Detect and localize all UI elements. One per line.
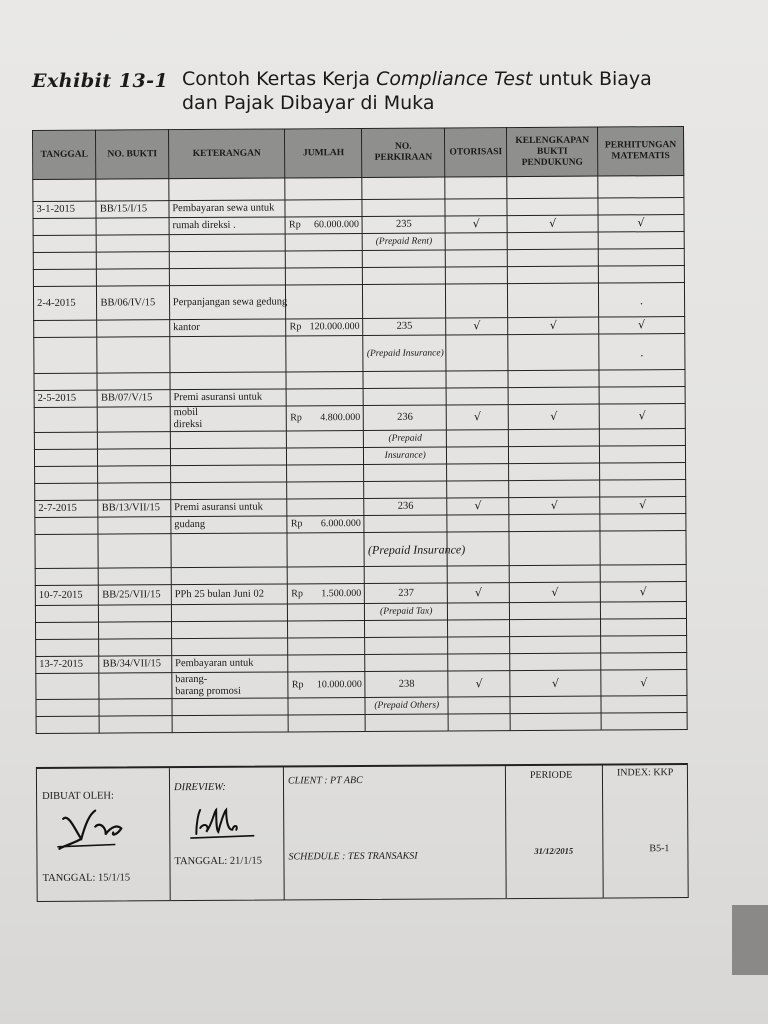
entry-account: 238 [365,671,448,698]
entry-account-name: Insurance) [364,447,447,465]
client-box [284,766,507,899]
entry-account-name: (Prepaid [364,430,447,448]
entry-amount: 4.800.000 [320,412,361,424]
entry-account-name: (Prepaid Rent) [363,233,446,251]
entry-ref: BB/07/V/15 [97,390,170,407]
col-header-tanggal: TANGGAL [33,130,97,179]
entry-date: 10-7-2015 [35,585,99,605]
entry-ref: BB/25/VII/15 [99,585,172,605]
entry-account: 235 [362,216,445,234]
table-row: gudang Rp 6.000.000 [35,514,686,535]
table-row: kantor Rp 120.000.000 235 √ √ √ [34,317,685,338]
table-row: 2-7-2015 BB/13/VII/15 Premi asuransi untuk 236 √ √ √ [35,497,686,518]
entry-ref: BB/15/I/15 [96,201,169,218]
table-header-row [33,127,684,180]
reviewed-date: TANGGAL: 21/1/15 [174,855,263,868]
col-header-keterangan: KETERANGAN [168,129,285,179]
entry-amount: 6.000.000 [320,517,361,530]
entry-account: 236 [364,498,447,516]
compliance-test-table: TANGGAL NO. BUKTI KETERANGAN JUMLAH NO. PERKIRAAN OTORISASI KELENGKAPAN BUKTI PENDUKUNG PERHITUNGAN MATEMATIS 3-1-2015 BB/15/I/15 Pembayaran sewa untuk rumah direksi . Rp 60.000.000 235 √ √ √ (Prepaid Rent) 2-4-2015 BB/06/IV/15 Perpanjangan sewa gedung . kantor Rp 120.000.000 235 √ √ √ (Prepaid Insurance) . 2-5-2015 BB/07/V/15 Premi asuransi untuk mobil direksi Rp 4.800.000 236 √ √ √ (Prepaid Insurance) 2-7-2015 BB/13/VII/15 Premi asuransi untuk 236 √ √ √ gudang Rp 6.000.000 (Prepaid Insurance) 10-7-2015 BB/25/VII/15 PPh 25 bulan Juni 02 Rp 1.500.000 237 √ √ √ (Prepaid Tax) 13-7-2015 BB/34/VII/15 Pembayaran untuk barang- barang promosi Rp 10.000.000 238 √ √ √ (Prepaid Others) [32,126,688,734]
entry-ref: BB/34/VII/15 [99,656,172,673]
period-value: 31/12/2015 [534,845,574,856]
prepared-by-box [37,768,171,901]
entry-date: 2-4-2015 [33,286,97,320]
check-matematis: √ [598,215,684,233]
index-box [603,765,690,898]
entry-date: 2-7-2015 [35,500,98,517]
entry-desc: Perpanjangan sewa gedung [169,285,286,320]
exhibit-title-line-1: Contoh Kertas Kerja Compliance Test untuk Biaya [182,68,652,90]
entry-account-name: (Prepaid Others) [365,697,448,715]
col-header-no-bukti: NO. BUKTI [96,130,169,179]
sign-off-block [36,763,689,902]
entry-account-name: (Prepaid Tax) [365,603,448,621]
check-bukti: √ [507,215,598,233]
entry-date: 2-5-2015 [34,390,97,407]
entry-desc: direksi [173,418,203,431]
col-header-perhitungan: PERHITUNGAN MATEMATIS [597,127,683,177]
check-otorisasi: √ [445,216,507,233]
client-label: CLIENT : PT ABC [287,774,363,787]
entry-date: 3-1-2015 [33,201,96,218]
entry-desc: Premi asuransi untuk [170,389,287,407]
entry-ref: BB/13/VII/15 [98,500,171,517]
entry-desc: gudang [171,516,288,534]
entry-amount: 1.500.000 [321,587,362,599]
table-row: 2-4-2015 BB/06/IV/15 Perpanjangan sewa gedung . [33,283,684,321]
entry-desc: PPh 25 bulan Juni 02 [171,584,288,605]
reviewer-signature-icon [186,804,268,849]
entry-desc: barang promosi [175,685,241,697]
entry-account: 236 [364,405,447,431]
entry-account-name: (Prepaid Insurance) [363,335,446,372]
index-value: B5-1 [649,843,670,855]
table-row: mobil direksi Rp 4.800.000 236 √ √ √ [34,404,685,433]
prepared-by-label: DIBUAT OLEH: [42,790,114,802]
exhibit-title-line-2: dan Pajak Dibayar di Muka [182,92,435,114]
entry-desc: rumah direksi . [169,217,286,235]
entry-account: 237 [365,583,448,604]
entry-desc: Premi asuransi untuk [171,499,288,517]
prepared-date: TANGGAL: 15/1/15 [42,872,131,884]
currency-label: Rp [289,219,301,231]
entry-amount: 60.000.000 [313,219,360,231]
col-header-no-perkiraan: NO. PERKIRAAN [362,128,445,178]
entry-desc: barang- [175,673,208,685]
entry-desc: Pembayaran untuk [172,655,289,673]
page-corner-shadow [732,905,768,975]
preparer-signature-icon [55,804,145,853]
entry-desc: kantor [170,319,287,337]
entry-amount: 120.000.000 [309,321,360,333]
table-row: 10-7-2015 BB/25/VII/15 PPh 25 bulan Juni 02 Rp 1.500.000 237 √ √ √ [35,582,686,606]
entry-desc: Pembayaran sewa untuk [169,200,286,218]
col-header-kelengkapan: KELENGKAPAN BUKTI PENDUKUNG [507,127,598,177]
reviewed-by-box [170,767,285,900]
reviewed-by-label: DIREVIEW: [173,781,226,794]
period-box [506,766,604,899]
index-label: INDEX: KKP [616,767,674,779]
exhibit-number: Exhibit 13-1 [32,70,169,92]
entry-amount: 10.000.000 [316,678,362,690]
period-label: PERIODE [529,769,573,781]
entry-account-name: (Prepaid Insurance) [364,532,447,567]
entry-ref: BB/06/IV/15 [97,286,170,320]
entry-date: 13-7-2015 [36,656,99,673]
table-row: barang- barang promosi Rp 10.000.000 238 √ √ √ [36,670,687,700]
col-header-jumlah: JUMLAH [285,128,362,177]
entry-desc: mobil [173,406,199,419]
working-paper-sheet [32,126,689,902]
col-header-otorisasi: OTORISASI [445,128,508,177]
schedule-label: SCHEDULE : TES TRANSAKSI [288,850,418,863]
entry-account: 235 [363,318,446,336]
exhibit-header [32,66,732,116]
